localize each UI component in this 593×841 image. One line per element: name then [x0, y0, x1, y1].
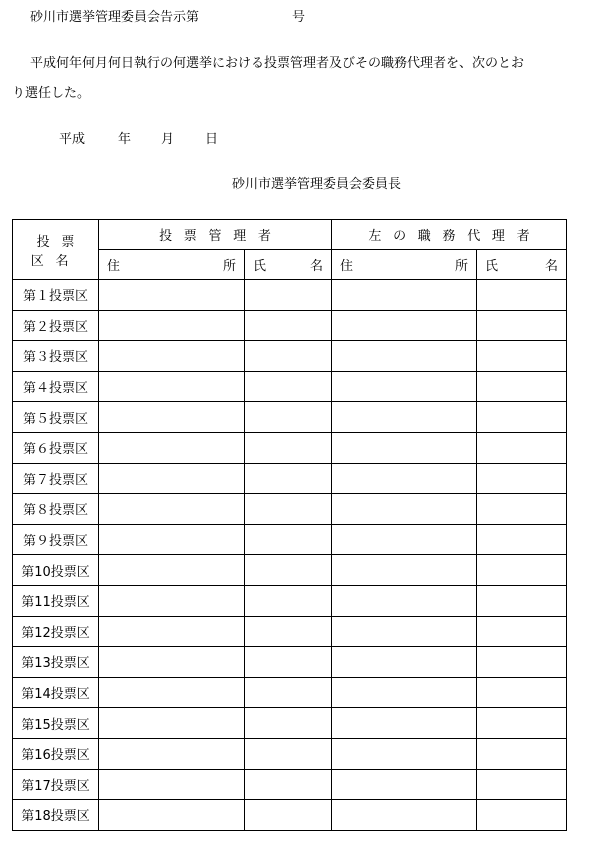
table-row — [13, 463, 567, 494]
table-row — [13, 371, 567, 402]
table-row — [13, 432, 567, 463]
table-row — [13, 555, 567, 586]
deputy-address-cell — [332, 555, 477, 586]
table-row — [13, 708, 567, 739]
district-name-cell: 第12投票区 — [13, 616, 99, 647]
deputy-address-cell — [332, 402, 477, 433]
manager-name-cell — [245, 432, 332, 463]
deputy-address-cell — [332, 585, 477, 616]
district-column-header: 投票区名 — [13, 220, 99, 280]
table-row — [13, 310, 567, 341]
manager-address-cell — [99, 647, 245, 678]
deputy-column-header: 左の職務代理者 — [332, 220, 567, 250]
district-name-cell: 第７投票区 — [13, 463, 99, 494]
manager-address-cell — [99, 555, 245, 586]
deputy-name-cell — [477, 280, 567, 311]
district-name-cell: 第２投票区 — [13, 310, 99, 341]
deputy-name-cell — [477, 432, 567, 463]
manager-address-cell — [99, 432, 245, 463]
deputy-name-cell — [477, 647, 567, 678]
deputy-name-cell — [477, 371, 567, 402]
manager-name-cell — [245, 341, 332, 372]
deputy-address-cell — [332, 708, 477, 739]
polling-manager-table — [12, 219, 567, 831]
manager-name-cell — [245, 371, 332, 402]
district-name-cell: 第17投票区 — [13, 769, 99, 800]
manager-name-cell — [245, 585, 332, 616]
manager-address-cell — [99, 677, 245, 708]
deputy-address-cell — [332, 371, 477, 402]
deputy-address-cell — [332, 280, 477, 311]
manager-address-cell — [99, 341, 245, 372]
manager-address-cell — [99, 310, 245, 341]
district-name-cell: 第４投票区 — [13, 371, 99, 402]
table-row — [13, 647, 567, 678]
date-month: 月 — [161, 132, 175, 147]
deputy-name-cell — [477, 524, 567, 555]
deputy-name-cell — [477, 555, 567, 586]
manager-name-cell — [245, 677, 332, 708]
deputy-address-cell — [332, 494, 477, 525]
date-day: 日 — [205, 132, 219, 147]
district-name-cell: 第３投票区 — [13, 341, 99, 372]
deputy-name-cell — [477, 616, 567, 647]
deputy-address-cell — [332, 432, 477, 463]
manager-name-cell — [245, 647, 332, 678]
deputy-name-cell — [477, 800, 567, 831]
deputy-address-cell — [332, 616, 477, 647]
deputy-name-cell — [477, 738, 567, 769]
manager-address-cell — [99, 402, 245, 433]
manager-address-cell — [99, 371, 245, 402]
district-name-cell: 第８投票区 — [13, 494, 99, 525]
notice-title: 砂川市選挙管理委員会告示第 — [30, 10, 200, 25]
district-name-cell: 第１投票区 — [13, 280, 99, 311]
district-name-cell: 第９投票区 — [13, 524, 99, 555]
manager-address-cell — [99, 463, 245, 494]
manager-address-cell — [99, 769, 245, 800]
manager-name-cell — [245, 402, 332, 433]
manager-name-cell — [245, 524, 332, 555]
manager-column-header: 投票管理者 — [99, 220, 332, 250]
table-row — [13, 524, 567, 555]
deputy-name-cell — [477, 402, 567, 433]
table-row — [13, 800, 567, 831]
manager-address-cell — [99, 494, 245, 525]
signatory: 砂川市選挙管理委員会委員長 — [232, 177, 402, 192]
district-name-cell: 第６投票区 — [13, 432, 99, 463]
manager-address-header: 住 所 — [99, 250, 245, 280]
notice-number-suffix: 号 — [292, 10, 306, 25]
deputy-name-cell — [477, 463, 567, 494]
deputy-name-header: 氏 名 — [477, 250, 567, 280]
table-row — [13, 402, 567, 433]
deputy-name-cell — [477, 708, 567, 739]
deputy-name-cell — [477, 310, 567, 341]
manager-address-cell — [99, 524, 245, 555]
deputy-address-cell — [332, 769, 477, 800]
manager-name-cell — [245, 800, 332, 831]
deputy-address-cell — [332, 677, 477, 708]
manager-address-cell — [99, 616, 245, 647]
manager-name-cell — [245, 494, 332, 525]
manager-name-cell — [245, 769, 332, 800]
district-name-cell: 第14投票区 — [13, 677, 99, 708]
manager-address-cell — [99, 280, 245, 311]
body-text-line-1: 平成何年何月何日執行の何選挙における投票管理者及びその職務代理者を、次のとお — [30, 56, 525, 71]
table-row — [13, 738, 567, 769]
deputy-address-cell — [332, 800, 477, 831]
deputy-name-cell — [477, 494, 567, 525]
district-name-cell: 第13投票区 — [13, 647, 99, 678]
manager-address-cell — [99, 708, 245, 739]
manager-address-cell — [99, 738, 245, 769]
table-row — [13, 341, 567, 372]
deputy-address-cell — [332, 524, 477, 555]
district-name-cell: 第10投票区 — [13, 555, 99, 586]
manager-address-cell — [99, 585, 245, 616]
deputy-address-cell — [332, 647, 477, 678]
deputy-name-cell — [477, 585, 567, 616]
manager-name-cell — [245, 280, 332, 311]
deputy-name-cell — [477, 769, 567, 800]
table-row — [13, 769, 567, 800]
deputy-name-cell — [477, 677, 567, 708]
deputy-address-cell — [332, 738, 477, 769]
deputy-address-cell — [332, 341, 477, 372]
manager-name-cell — [245, 616, 332, 647]
table-row — [13, 585, 567, 616]
table-row — [13, 616, 567, 647]
district-name-cell: 第11投票区 — [13, 585, 99, 616]
district-name-cell: 第18投票区 — [13, 800, 99, 831]
deputy-address-cell — [332, 310, 477, 341]
manager-address-cell — [99, 800, 245, 831]
manager-name-header: 氏 名 — [245, 250, 332, 280]
body-text-line-2: り選任した。 — [12, 86, 91, 101]
district-name-cell: 第５投票区 — [13, 402, 99, 433]
manager-name-cell — [245, 555, 332, 586]
table-row — [13, 677, 567, 708]
district-name-cell: 第16投票区 — [13, 738, 99, 769]
table-row — [13, 280, 567, 311]
table-row — [13, 494, 567, 525]
manager-name-cell — [245, 708, 332, 739]
deputy-name-cell — [477, 341, 567, 372]
deputy-address-header: 住 所 — [332, 250, 477, 280]
district-name-cell: 第15投票区 — [13, 708, 99, 739]
manager-name-cell — [245, 310, 332, 341]
deputy-address-cell — [332, 463, 477, 494]
date-year: 年 — [118, 132, 132, 147]
manager-name-cell — [245, 738, 332, 769]
manager-name-cell — [245, 463, 332, 494]
date-era: 平成 — [59, 132, 86, 147]
